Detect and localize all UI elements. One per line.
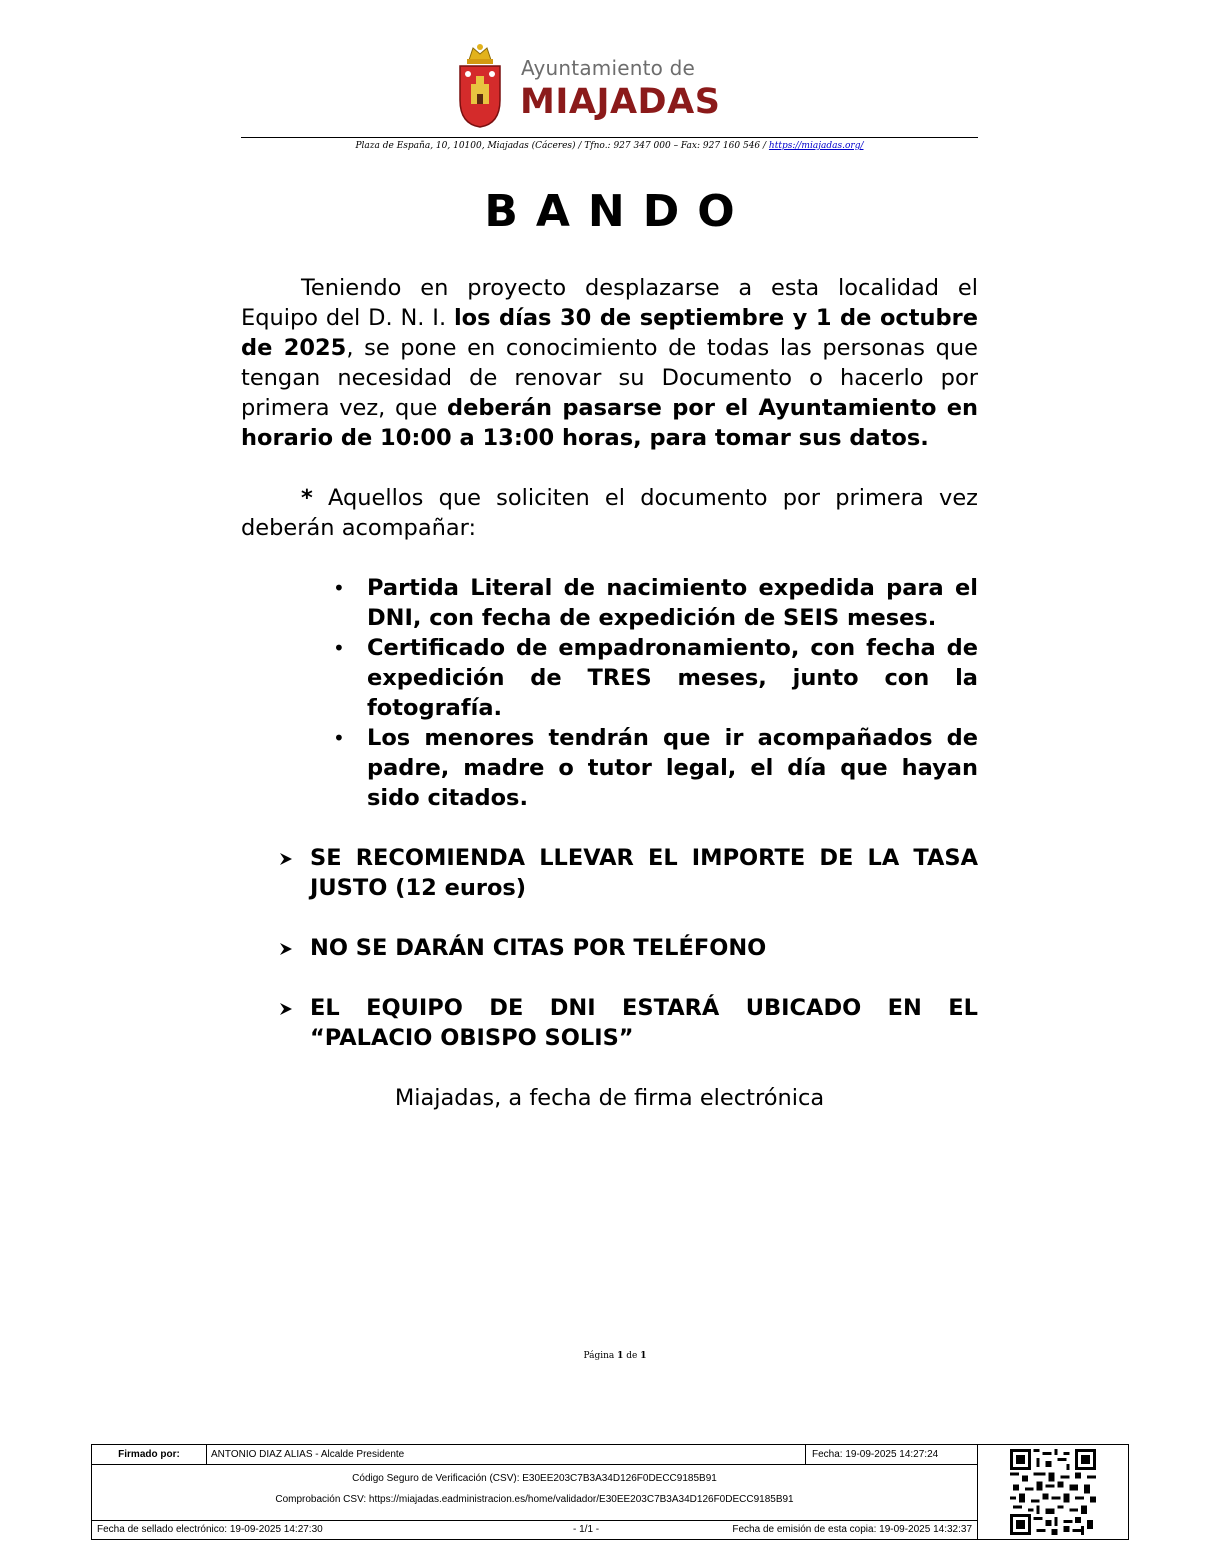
- signed-by-label: Firmado por:: [92, 1445, 207, 1464]
- list-item: [241, 723, 978, 813]
- issue-date: Fecha de emisión de esta copia: 19-09-2025 14:32:37: [732, 1524, 972, 1535]
- page-total: 1: [640, 1351, 647, 1361]
- intro-text-2: , se pone en conocimiento de todas las personas que tengan necesidad de renovar su Documento o hacerlo por primera vez, que: [241, 335, 978, 421]
- signer-name: ANTONIO DIAZ ALIAS - Alcalde Presidente: [211, 1449, 405, 1460]
- arrow-bullet-icon: [278, 1001, 294, 1017]
- municipality-logo: [457, 44, 727, 128]
- seal-row: [92, 1520, 977, 1540]
- list-item: [241, 573, 978, 633]
- notice-item: [241, 933, 978, 963]
- list-item: [241, 633, 978, 723]
- notices-list: [241, 843, 978, 1053]
- document-title: BANDO: [484, 186, 753, 237]
- header-divider: [241, 137, 978, 138]
- bullet-icon: •: [333, 636, 345, 660]
- notice-text: EL EQUIPO DE DNI ESTARÁ UBICADO EN EL “PALACIO OBISPO SOLIS”: [310, 995, 978, 1051]
- logo-title-line: Ayuntamiento de: [521, 56, 696, 80]
- logo-municipality-name: MIAJADAS: [520, 82, 721, 122]
- notice-item: [241, 843, 978, 903]
- arrow-bullet-icon: [278, 941, 294, 957]
- header-address: [241, 141, 978, 151]
- requirements-intro: [241, 483, 978, 543]
- signature-row: [92, 1445, 977, 1465]
- page-of: de: [626, 1351, 638, 1361]
- closing-line: Miajadas, a fecha de firma electrónica: [394, 1085, 825, 1111]
- page-number: [0, 1351, 1230, 1361]
- seal-date: Fecha de sellado electrónico: 19-09-2025 14:27:30: [97, 1524, 323, 1535]
- notice-text: SE RECOMIENDA LLEVAR EL IMPORTE DE LA TASA JUSTO (12 euros): [310, 845, 978, 901]
- asterisk: *: [301, 485, 313, 511]
- bullet-icon: •: [333, 726, 345, 750]
- requirements-list: [241, 573, 978, 813]
- qr-code-icon[interactable]: [1009, 1449, 1097, 1535]
- signature-date: Fecha: 19-09-2025 14:27:24: [805, 1445, 977, 1464]
- page-label: Página: [583, 1351, 615, 1361]
- page-current: 1: [617, 1351, 624, 1361]
- notice-item: [241, 993, 978, 1053]
- bullet-icon: •: [333, 576, 345, 600]
- requirement-text: Partida Literal de nacimiento expedida para el DNI, con fecha de expedición de SEIS meses.: [367, 575, 978, 631]
- csv-code: Código Seguro de Verificación (CSV): E30EE203C7B3A34D126F0DECC9185B91: [352, 1473, 717, 1484]
- requirement-text: Los menores tendrán que ir acompañados de padre, madre o tutor legal, el día que hayan sido citados.: [367, 725, 978, 811]
- document-body: [241, 273, 978, 1136]
- intro-paragraph: [241, 273, 978, 453]
- intro-text-1: Teniendo en proyecto desplazarse a esta localidad el Equipo del D. N. I.: [241, 275, 978, 331]
- requirements-text: Aquellos que soliciten el documento por primera vez deberán acompañar:: [241, 485, 978, 541]
- copy-pages: - 1/1 -: [573, 1524, 600, 1535]
- intro-schedule: deberán pasarse por el Ayuntamiento en horario de 10:00 a 13:00 horas, para tomar sus datos.: [241, 395, 978, 451]
- requirement-text: Certificado de empadronamiento, con fecha de expedición de TRES meses, junto con la fotografía.: [367, 635, 978, 721]
- qr-cell: [977, 1445, 1129, 1539]
- csv-check-url[interactable]: Comprobación CSV: https://miajadas.eadministracion.es/home/validador/E30EE203C7B3A34D126F0DECC9185B91: [275, 1494, 794, 1505]
- website-link[interactable]: https://miajadas.org/: [768, 141, 864, 151]
- arrow-bullet-icon: [278, 851, 294, 867]
- intro-dates: los días 30 de septiembre y 1 de octubre de 2025: [241, 305, 978, 361]
- address-text: Plaza de España, 10, 10100, Miajadas (Cáceres) / Tfno.: 927 347 000 – Fax: 927 160 546 /: [355, 141, 769, 151]
- notice-text: NO SE DARÁN CITAS POR TELÉFONO: [310, 935, 767, 961]
- coat-of-arms-icon: [457, 44, 503, 128]
- signature-box: [91, 1444, 1129, 1540]
